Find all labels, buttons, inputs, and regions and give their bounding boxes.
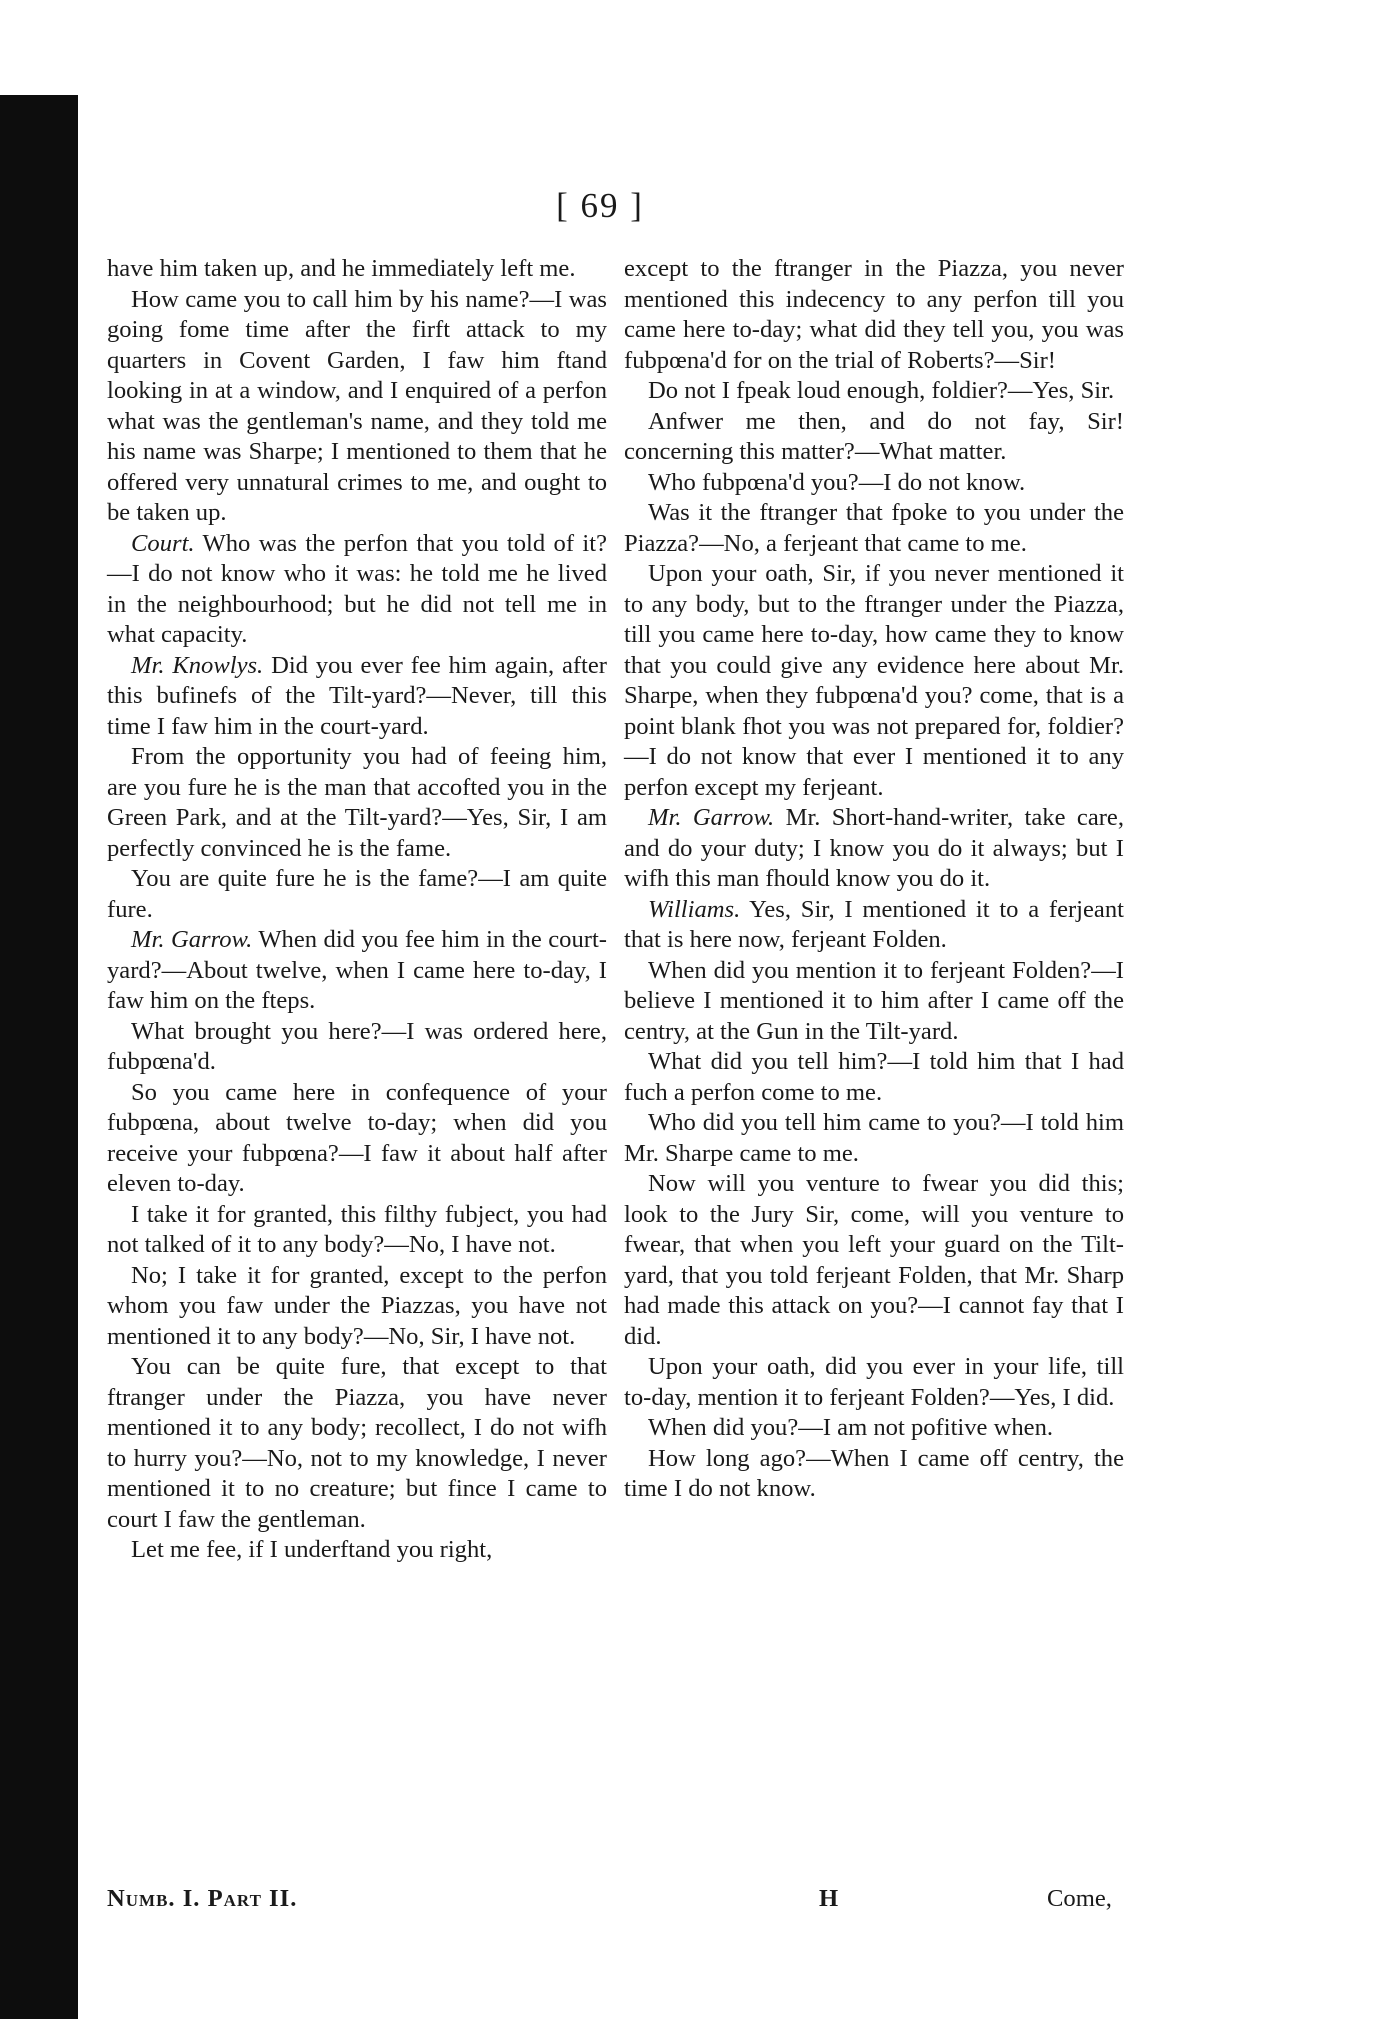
paragraph-text: You are quite fure he is the fame?—I am quite fure. — [107, 865, 607, 923]
paragraph — [107, 1200, 607, 1261]
paragraph — [624, 895, 1124, 956]
paragraph-text: When did you fee him in the court-yard?—About twelve, when I came here to-day, I faw him on the fteps. — [107, 926, 607, 1014]
paragraph — [624, 559, 1124, 803]
paragraph-text: Yes, Sir, I mentioned it to a ferjeant that is here now, ferjeant Folden. — [624, 895, 1124, 953]
paragraph — [107, 1352, 607, 1535]
paragraph — [107, 254, 607, 285]
paragraph — [624, 407, 1124, 468]
speaker-name: Williams. — [648, 895, 741, 923]
speaker-name: Mr. Garrow. — [131, 926, 253, 953]
paragraph-text: Upon your oath, Sir, if you never mentioned it to any body, but to the ftranger under the Piazza, till you came here to-day, how came they to know that you could give any evidence here about Mr. Sharpe, when they fubpœna'd you? come, that is a point blank fhot you was not prepared for, foldier?—I do not know that ever I mentioned it to any perfon except my ferjeant. — [624, 560, 1124, 801]
paragraph-text: You can be quite fure, that except to that ftranger under the Piazza, you have never mentioned it to any body; recollect, I do not wifh to hurry you?—No, not to my knowledge, I never mentioned it to no creature; but fince I came to court I faw the gentleman. — [107, 1353, 607, 1533]
paragraph — [624, 376, 1124, 407]
speaker-name: Mr. Knowlys. — [131, 651, 264, 679]
paragraph — [624, 1352, 1124, 1413]
paragraph-text: I take it for granted, this filthy fubject, you had not talked of it to any body?—No, I have not. — [107, 1200, 607, 1258]
paragraph-text: Who did you tell him came to you?—I told him Mr. Sharpe came to me. — [624, 1109, 1124, 1167]
paragraph-text: When did you?—I am not pofitive when. — [648, 1414, 1054, 1441]
paragraph-text: What brought you here?—I was ordered here, fubpœna'd. — [107, 1017, 607, 1075]
paragraph-text: Do not I fpeak loud enough, foldier?—Yes, Sir. — [648, 377, 1115, 404]
paragraph-text: No; I take it for granted, except to the perfon whom you faw under the Piazzas, you have not mentioned it to any body?—No, Sir, I have not. — [107, 1261, 607, 1350]
paragraph-text: How came you to call him by his name?—I was going fome time after the firft attack to my quarters in Covent Garden, I faw him ftand looking in at a window, and I enquired of a perfon what was the gentleman's name, and they told me his name was Sharpe; I mentioned to them that he offered very unnatural crimes to me, and ought to be taken up. — [107, 285, 607, 526]
paragraph — [107, 529, 607, 651]
page-number: [ 69 ] — [556, 186, 644, 225]
paragraph — [624, 1047, 1124, 1108]
paragraph-text: Let me fee, if I underftand you right, — [131, 1536, 493, 1563]
paragraph-text: What did you tell him?—I told him that I had fuch a perfon come to me. — [624, 1048, 1124, 1106]
paragraph-text: Upon your oath, did you ever in your life, till to-day, mention it to ferjeant Folden?—Yes, I did. — [624, 1353, 1124, 1411]
paragraph-text: have him taken up, and he immediately left me. — [107, 255, 576, 282]
paragraph-text: Who was the perfon that you told of it?—I do not know who it was: he told me he lived in the neighbourhood; but he did not tell me in what capacity. — [107, 529, 607, 648]
paragraph — [624, 1108, 1124, 1169]
paragraph-text: Anfwer me then, and do not fay, Sir! concerning this matter?—What matter. — [624, 407, 1124, 465]
left-text-column — [107, 254, 607, 1566]
catchword: Come, — [1047, 1885, 1112, 1912]
paragraph — [624, 1444, 1124, 1505]
paragraph — [107, 925, 607, 1017]
paragraph — [624, 1413, 1124, 1444]
paragraph — [624, 956, 1124, 1048]
paragraph — [624, 254, 1124, 376]
book-spine-shadow — [0, 95, 78, 2019]
paragraph — [107, 1535, 607, 1566]
paragraph-text: Was it the ftranger that fpoke to you under the Piazza?—No, a ferjeant that came to me. — [624, 499, 1124, 557]
paragraph — [624, 1169, 1124, 1352]
paragraph — [107, 864, 607, 925]
paragraph-text: So you came here in confequence of your fubpœna, about twelve to-day; when did you receive your fubpœna?—I faw it about half after eleven to-day. — [107, 1078, 607, 1197]
paragraph — [107, 1078, 607, 1200]
paragraph — [107, 1261, 607, 1353]
paragraph — [107, 742, 607, 864]
paragraph — [107, 285, 607, 529]
signature-line: Numb. I. Part II. — [107, 1885, 298, 1912]
paragraph-text: When did you mention it to ferjeant Folden?—I believe I mentioned it to him after I came off the centry, at the Gun in the Tilt-yard. — [624, 956, 1124, 1045]
paragraph — [107, 1017, 607, 1078]
paragraph-text: Now will you venture to fwear you did this; look to the Jury Sir, come, will you venture to fwear, that when you left your guard on the Tilt-yard, that you told ferjeant Folden, that Mr. Sharp had made this attack on you?—I cannot fay that I did. — [624, 1170, 1124, 1350]
paragraph — [624, 803, 1124, 895]
paragraph — [107, 651, 607, 743]
paragraph-text: How long ago?—When I came off centry, the time I do not know. — [624, 1444, 1124, 1502]
paragraph-text: except to the ftranger in the Piazza, you never mentioned this indecency to any perfon till you came here to-day; what did they tell you, you was fubpœna'd for on the trial of Roberts?—Sir! — [624, 255, 1124, 374]
paragraph — [624, 468, 1124, 499]
paragraph-text: From the opportunity you had of feeing him, are you fure he is the man that accofted you in the Green Park, and at the Tilt-yard?—Yes, Sir, I am perfectly convinced he is the fame. — [107, 743, 607, 862]
speaker-name: Mr. Garrow. — [648, 804, 775, 831]
paragraph-text: Mr. Short-hand-writer, take care, and do your duty; I know you do it always; but I wifh this man fhould know you do it. — [624, 804, 1124, 892]
right-text-column — [624, 254, 1124, 1505]
signature-mark: H — [819, 1885, 839, 1912]
paragraph-text: Who fubpœna'd you?—I do not know. — [648, 468, 1026, 496]
paragraph — [624, 498, 1124, 559]
speaker-name: Court. — [131, 529, 195, 557]
paragraph-text: Did you ever fee him again, after this bufinefs of the Tilt-yard?—Never, till this time I faw him in the court-yard. — [107, 651, 607, 740]
